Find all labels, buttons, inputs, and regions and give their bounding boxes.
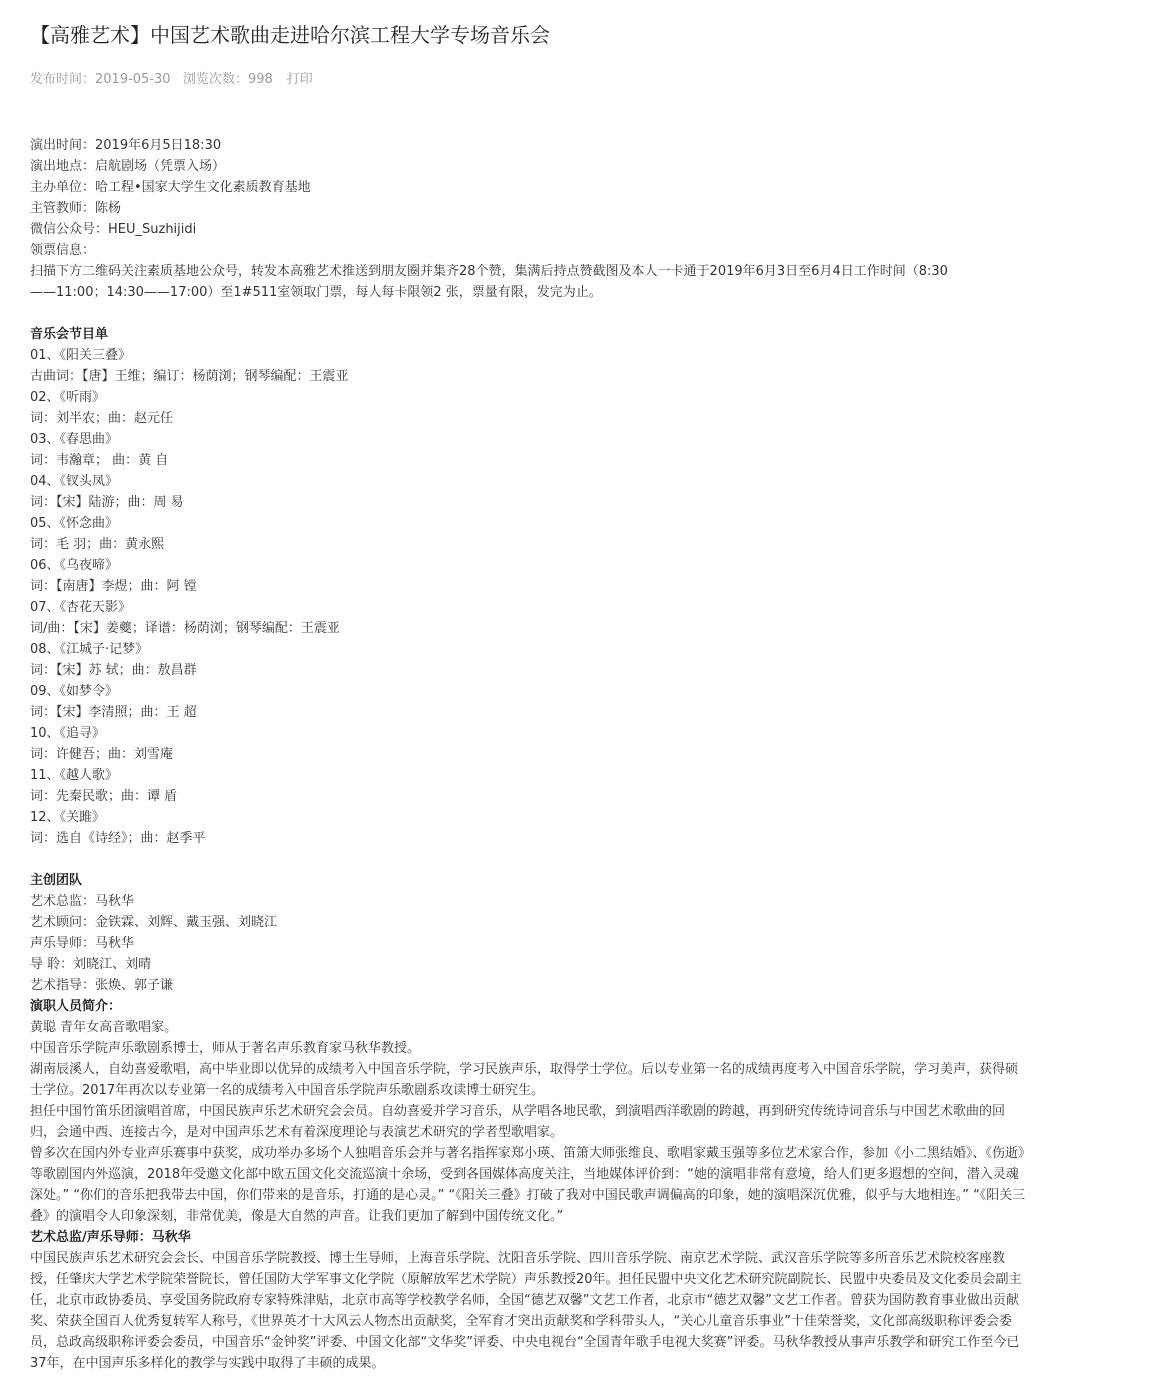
program-line: 词/曲：【宋】姜夔；译谱：杨荫浏；钢琴编配：王震亚 [30,621,340,636]
team-list [30,891,1030,996]
program-line: 01、《阳关三叠》 [30,348,132,363]
info-line: 主办单位：哈工程•国家大学生文化素质教育基地 [30,180,311,195]
program-line: 词：【南唐】李煜；曲：阿 镗 [30,579,197,594]
program-line: 07、《杏花天影》 [30,600,132,615]
performer-paragraph: 湖南辰溪人，自幼喜爱歌唱，高中毕业即以优异的成绩考入中国音乐学院，学习民族声乐，取得学士学位。后以专业第一名的成绩再度考入中国音乐学院，学习美声，获得硕士学位。2017年再次以专业第一名的成绩考入中国音乐学院声乐歌剧系攻读博士研究生。 [30,1062,1019,1098]
performer-paragraph: 中国音乐学院声乐歌剧系博士，师从于著名声乐教育家马秋华教授。 [30,1041,421,1056]
team-line: 艺术指导：张焕、郭子谦 [30,978,174,993]
team-heading: 主创团队 [30,873,83,888]
program-line: 09、《如梦令》 [30,684,119,699]
article-content [30,135,1030,1374]
team-line: 艺术总监：马秋华 [30,894,135,909]
program-line: 词：先秦民歌；曲：谭 盾 [30,789,178,804]
program-line: 词：韦瀚章； 曲：黄 自 [30,453,169,468]
team-line: 导 聆：刘晓江、刘晴 [30,957,152,972]
info-line: 主管教师：陈杨 [30,201,122,216]
program-line: 词：选自《诗经》；曲：赵季平 [30,831,206,846]
info-line: 演出地点：启航剧场（凭票入场） [30,159,226,174]
program-line: 02、《听雨》 [30,390,106,405]
performers-heading: 演职人员简介： [30,999,122,1014]
info-line: ——11:00；14:30——17:00）至1#511室领取门票，每人每卡限领2 张，票量有限，发完为止。 [30,285,602,300]
program-line: 词：许健吾；曲：刘雪庵 [30,747,174,762]
program-list [30,345,1030,849]
program-line: 词：毛 羽；曲：黄永熙 [30,537,165,552]
performer-paragraph: 曾多次在国内外专业声乐赛事中获奖，成功举办多场个人独唱音乐会并与著名指挥家郑小瑛、笛箫大师张维良、歌唱家戴玉强等多位艺术家合作，参加《小二黑结婚》、《伤逝》等歌剧国内外巡演，2018年受邀文化部中欧五国文化交流巡演十余场，受到各国媒体高度关注，当地媒体评价到：“她的演唱非常有意境，给人们更多遐想的空间，潜入灵魂深处。” “你们的音乐把我带去中国，你们带来的是音乐，打通的是心灵。” “《阳关三叠》打破了我对中国民歌声调偏高的印象，她的演唱深沉优雅，似乎与大地相连。” “《阳关三叠》的演唱令人印象深刻，非常优美，像是大自然的声音。让我们更加了解到中国传统文化。” [30,1146,1026,1224]
director-bio: 中国民族声乐艺术研究会会长、中国音乐学院教授、博士生导师，上海音乐学院、沈阳音乐学院、四川音乐学院、南京艺术学院、武汉音乐学院等多所音乐艺术院校客座教授，任肇庆大学艺术学院荣誉院长，曾任国防大学军事文化学院（原解放军艺术学院）声乐教授20年。担任民盟中央文化艺术研究院副院长、民盟中央委员及文化委员会副主任，北京市政协委员、享受国务院政府专家特殊津贴，北京市高等学校教学名师，全国“德艺双馨”文艺工作者，北京市“德艺双馨”文艺工作者。曾获为国防教育事业做出贡献奖、荣获全国百人优秀复转军人称号，《世界英才十大风云人物杰出贡献奖，全军育才突出贡献奖和学科带头人，“关心儿童音乐事业”十佳荣誉奖，文化部高级职称评委会委员，总政高级职称评委会委员，中国音乐“金钟奖”评委、中国文化部“文华奖”评委、中央电视台“全国青年歌手电视大奖赛”评委。马秋华教授从事声乐教学和研究工作至今已37年，在中国声乐多样化的教学与实践中取得了丰硕的成果。 [30,1251,1022,1371]
article-title: 【高雅艺术】中国艺术歌曲走进哈尔滨工程大学专场音乐会 [30,23,550,47]
program-line: 词：刘半农；曲：赵元任 [30,411,174,426]
info-line: 领票信息： [30,243,96,258]
info-line: 微信公众号：HEU_Suzhijidi [30,222,197,237]
spacer [30,849,1030,870]
program-line: 12、《关雎》 [30,810,106,825]
program-line: 11、《越人歌》 [30,768,119,783]
print-link[interactable]: 打印 [286,72,313,87]
program-line: 06、《乌夜啼》 [30,558,119,573]
program-line: 04、《钗头凤》 [30,474,119,489]
program-line: 08、《江城子·记梦》 [30,642,149,657]
performers-list [30,1017,1030,1227]
program-line: 古曲词：【唐】王维；编订：杨荫浏；钢琴编配：王震亚 [30,369,349,384]
program-line: 词：【宋】苏 轼；曲：敖昌群 [30,663,197,678]
info-line: 扫描下方二维码关注素质基地公众号，转发本高雅艺术推送到朋友圈并集齐28个赞，集满后持点赞截图及本人一卡通于2019年6月3日至6月4日工作时间（8:30 [30,264,948,279]
program-line: 词：【宋】李清照；曲：王 超 [30,705,197,720]
article-meta [30,69,313,91]
program-line: 03、《春思曲》 [30,432,119,447]
view-count: 浏览次数：998 [182,72,273,87]
info-line: 演出时间：2019年6月5日18:30 [30,138,222,153]
team-line: 艺术顾问：金铁霖、刘辉、戴玉强、刘晓江 [30,915,278,930]
program-line: 10、《追寻》 [30,726,106,741]
performer-paragraph: 担任中国竹笛乐团演唱首席，中国民族声乐艺术研究会会员。自幼喜爱并学习音乐，从学唱各地民歌，到演唱西洋歌剧的跨越，再到研究传统诗词音乐与中国艺术歌曲的回归，会通中西、连接古今，是对中国声乐艺术有着深度理论与表演艺术研究的学者型歌唱家。 [30,1104,1006,1140]
spacer [30,303,1030,324]
program-line: 词：【宋】陆游；曲：周 易 [30,495,184,510]
team-line: 声乐导师：马秋华 [30,936,135,951]
performer-paragraph: 黄聪 青年女高音歌唱家。 [30,1020,178,1035]
director-heading: 艺术总监/声乐导师：马秋华 [30,1230,191,1245]
publish-date: 发布时间：2019-05-30 [30,72,171,87]
program-heading: 音乐会节目单 [30,327,109,342]
program-line: 05、《怀念曲》 [30,516,119,531]
